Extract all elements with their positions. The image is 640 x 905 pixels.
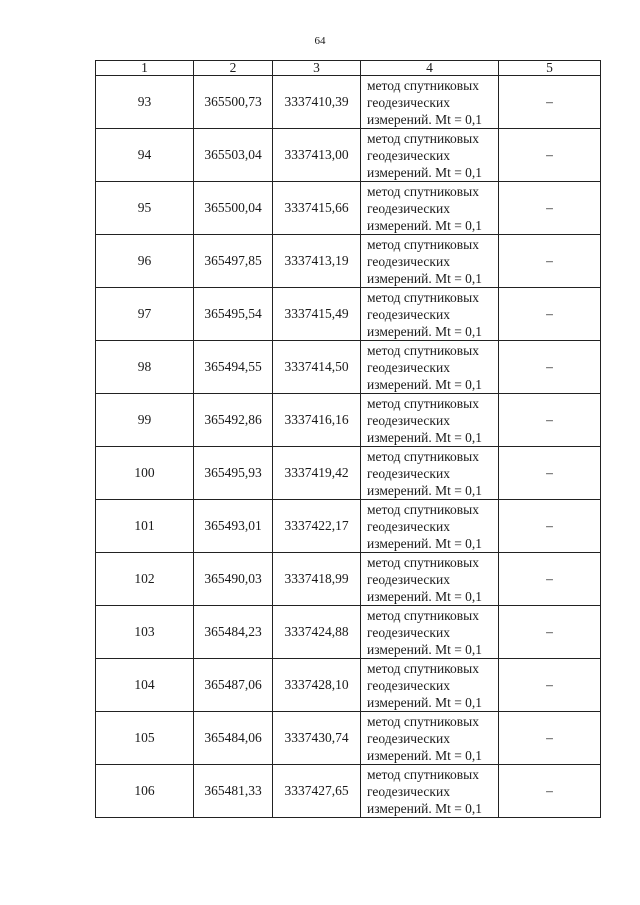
method-cell (361, 394, 499, 447)
table-row (96, 606, 601, 659)
method-line: метод спутниковых (367, 236, 479, 252)
method-line: геодезических (367, 730, 450, 746)
point-number-cell: 99 (96, 394, 194, 447)
method-cell (361, 712, 499, 765)
method-line: метод спутниковых (367, 448, 479, 464)
note-cell: – (499, 553, 601, 606)
method-cell (361, 606, 499, 659)
table-row (96, 447, 601, 500)
table-row (96, 500, 601, 553)
coordinate-x-cell: 365497,85 (194, 235, 273, 288)
coordinate-y-cell: 3337415,49 (273, 288, 361, 341)
method-line: геодезических (367, 624, 450, 640)
coordinate-x-cell: 365503,04 (194, 129, 273, 182)
method-cell (361, 659, 499, 712)
table-body (96, 76, 601, 818)
method-line: метод спутниковых (367, 554, 479, 570)
method-line: измерений. Mt = 0,1 (367, 800, 483, 816)
table-header-row (96, 61, 601, 76)
coordinate-x-cell: 365500,04 (194, 182, 273, 235)
table-row (96, 288, 601, 341)
column-header: 5 (499, 61, 601, 76)
point-number-cell: 103 (96, 606, 194, 659)
method-line: измерений. Mt = 0,1 (367, 111, 483, 127)
method-line: измерений. Mt = 0,1 (367, 535, 483, 551)
method-line: геодезических (367, 200, 450, 216)
point-number-cell: 97 (96, 288, 194, 341)
coordinate-y-cell: 3337416,16 (273, 394, 361, 447)
method-line: геодезических (367, 359, 450, 375)
method-line: геодезических (367, 147, 450, 163)
coordinate-x-cell: 365487,06 (194, 659, 273, 712)
method-line: метод спутниковых (367, 713, 479, 729)
coordinate-y-cell: 3337414,50 (273, 341, 361, 394)
table-row (96, 76, 601, 129)
column-header: 2 (194, 61, 273, 76)
method-line: геодезических (367, 518, 450, 534)
method-line: метод спутниковых (367, 77, 479, 93)
coordinate-y-cell: 3337422,17 (273, 500, 361, 553)
method-line: измерений. Mt = 0,1 (367, 641, 483, 657)
method-line: измерений. Mt = 0,1 (367, 588, 483, 604)
method-line: измерений. Mt = 0,1 (367, 164, 483, 180)
method-line: метод спутниковых (367, 501, 479, 517)
method-line: метод спутниковых (367, 607, 479, 623)
coordinate-y-cell: 3337430,74 (273, 712, 361, 765)
coordinate-x-cell: 365495,93 (194, 447, 273, 500)
coordinate-y-cell: 3337419,42 (273, 447, 361, 500)
coordinate-x-cell: 365484,23 (194, 606, 273, 659)
coordinate-x-cell: 365495,54 (194, 288, 273, 341)
method-cell (361, 553, 499, 606)
note-cell: – (499, 182, 601, 235)
coordinate-y-cell: 3337424,88 (273, 606, 361, 659)
point-number-cell: 106 (96, 765, 194, 818)
coordinate-y-cell: 3337427,65 (273, 765, 361, 818)
coordinate-x-cell: 365494,55 (194, 341, 273, 394)
table-row (96, 235, 601, 288)
note-cell: – (499, 659, 601, 712)
method-line: метод спутниковых (367, 766, 479, 782)
coordinate-x-cell: 365492,86 (194, 394, 273, 447)
method-line: геодезических (367, 306, 450, 322)
method-line: геодезических (367, 412, 450, 428)
table-row (96, 182, 601, 235)
method-cell (361, 765, 499, 818)
method-line: измерений. Mt = 0,1 (367, 270, 483, 286)
table-row (96, 659, 601, 712)
method-line: метод спутниковых (367, 289, 479, 305)
table-row (96, 553, 601, 606)
note-cell: – (499, 76, 601, 129)
method-line: измерений. Mt = 0,1 (367, 747, 483, 763)
coordinate-x-cell: 365493,01 (194, 500, 273, 553)
note-cell: – (499, 129, 601, 182)
method-cell (361, 341, 499, 394)
point-number-cell: 104 (96, 659, 194, 712)
column-header: 3 (273, 61, 361, 76)
point-number-cell: 102 (96, 553, 194, 606)
method-line: измерений. Mt = 0,1 (367, 217, 483, 233)
method-line: метод спутниковых (367, 660, 479, 676)
point-number-cell: 96 (96, 235, 194, 288)
method-line: геодезических (367, 94, 450, 110)
table-row (96, 394, 601, 447)
method-cell (361, 288, 499, 341)
column-header: 4 (361, 61, 499, 76)
coordinate-x-cell: 365481,33 (194, 765, 273, 818)
point-number-cell: 94 (96, 129, 194, 182)
coordinate-y-cell: 3337428,10 (273, 659, 361, 712)
method-line: геодезических (367, 465, 450, 481)
method-line: измерений. Mt = 0,1 (367, 323, 483, 339)
table-row (96, 765, 601, 818)
coordinate-y-cell: 3337415,66 (273, 182, 361, 235)
method-line: геодезических (367, 253, 450, 269)
method-line: метод спутниковых (367, 130, 479, 146)
note-cell: – (499, 288, 601, 341)
method-line: геодезических (367, 571, 450, 587)
method-cell (361, 447, 499, 500)
note-cell: – (499, 712, 601, 765)
table-row (96, 712, 601, 765)
note-cell: – (499, 500, 601, 553)
point-number-cell: 93 (96, 76, 194, 129)
note-cell: – (499, 235, 601, 288)
point-number-cell: 98 (96, 341, 194, 394)
table-row (96, 341, 601, 394)
method-cell (361, 182, 499, 235)
note-cell: – (499, 765, 601, 818)
method-line: метод спутниковых (367, 395, 479, 411)
method-line: метод спутниковых (367, 342, 479, 358)
coordinate-x-cell: 365500,73 (194, 76, 273, 129)
point-number-cell: 101 (96, 500, 194, 553)
point-number-cell: 95 (96, 182, 194, 235)
note-cell: – (499, 394, 601, 447)
column-header: 1 (96, 61, 194, 76)
method-line: измерений. Mt = 0,1 (367, 482, 483, 498)
coordinate-x-cell: 365490,03 (194, 553, 273, 606)
method-line: метод спутниковых (367, 183, 479, 199)
page-number: 64 (314, 35, 326, 47)
note-cell: – (499, 606, 601, 659)
method-cell (361, 129, 499, 182)
coordinate-y-cell: 3337413,00 (273, 129, 361, 182)
point-number-cell: 105 (96, 712, 194, 765)
method-line: измерений. Mt = 0,1 (367, 694, 483, 710)
table-row (96, 129, 601, 182)
point-number-cell: 100 (96, 447, 194, 500)
method-line: измерений. Mt = 0,1 (367, 429, 483, 445)
method-line: измерений. Mt = 0,1 (367, 376, 483, 392)
coordinate-y-cell: 3337418,99 (273, 553, 361, 606)
coordinate-x-cell: 365484,06 (194, 712, 273, 765)
coordinate-y-cell: 3337410,39 (273, 76, 361, 129)
coordinates-table (95, 60, 601, 818)
method-line: геодезических (367, 677, 450, 693)
method-cell (361, 500, 499, 553)
note-cell: – (499, 447, 601, 500)
coordinate-y-cell: 3337413,19 (273, 235, 361, 288)
note-cell: – (499, 341, 601, 394)
method-cell (361, 235, 499, 288)
method-cell (361, 76, 499, 129)
method-line: геодезических (367, 783, 450, 799)
